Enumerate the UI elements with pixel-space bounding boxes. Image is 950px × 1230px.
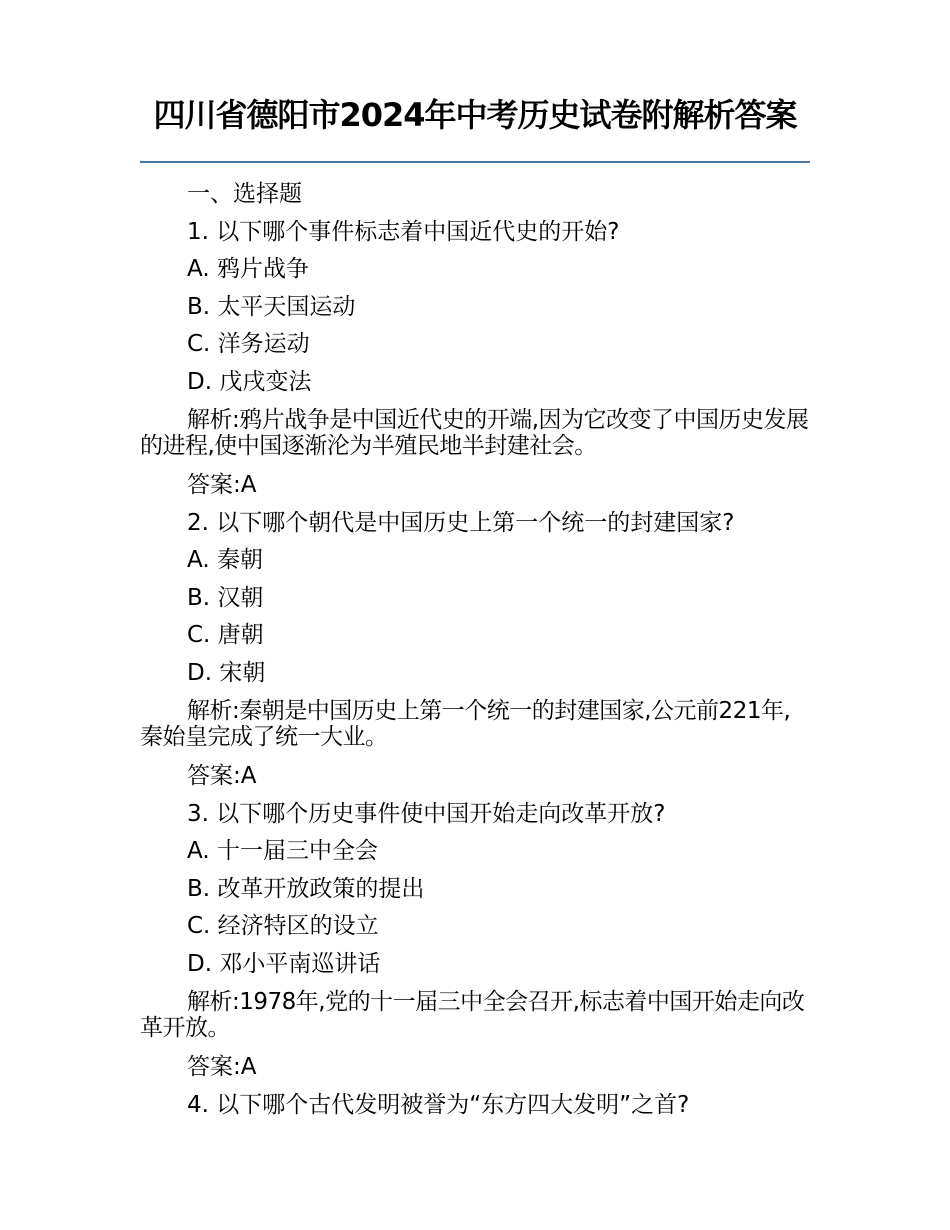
- section-heading: 一、选择题: [187, 181, 302, 207]
- q3-option-a: A. 十一届三中全会: [187, 838, 378, 864]
- q1-option-c: C. 洋务运动: [187, 331, 310, 357]
- q1-analysis: 解析:鸦片战争是中国近代史的开端,因为它改变了中国历史发展的进程,使中国逐渐沦为半殖民地半封建社会。: [140, 407, 809, 459]
- question-4: 4. 以下哪个古代发明被誉为“东方四大发明”之首?: [187, 1091, 690, 1118]
- q3-option-d: D. 邓小平南巡讲话: [187, 950, 381, 977]
- question-1: 1. 以下哪个事件标志着中国近代史的开始?: [187, 218, 620, 245]
- title-divider: [140, 161, 810, 163]
- q2-option-b: B. 汉朝: [187, 584, 264, 611]
- q3-answer: 答案:A: [187, 1054, 257, 1080]
- question-2: 2. 以下哪个朝代是中国历史上第一个统一的封建国家?: [187, 509, 735, 536]
- q2-option-c: C. 唐朝: [187, 622, 264, 648]
- document-title: 四川省德阳市2024年中考历史试卷附解析答案: [153, 96, 797, 134]
- q3-option-c: C. 经济特区的设立: [187, 913, 379, 939]
- document-body: [140, 176, 820, 1124]
- q2-option-d: D. 宋朝: [187, 659, 266, 686]
- question-3: 3. 以下哪个历史事件使中国开始走向改革开放?: [187, 800, 666, 827]
- q2-answer: 答案:A: [187, 763, 257, 789]
- q1-option-d: D. 戊戌变法: [187, 368, 312, 395]
- q1-option-b: B. 太平天国运动: [187, 293, 356, 320]
- q2-option-a: A. 秦朝: [187, 547, 263, 573]
- q3-option-b: B. 改革开放政策的提出: [187, 875, 425, 902]
- q1-option-a: A. 鸦片战争: [187, 256, 309, 282]
- q1-answer: 答案:A: [187, 472, 257, 498]
- q3-analysis: 解析:1978年,党的十一届三中全会召开,标志着中国开始走向改革开放。: [140, 989, 805, 1041]
- q2-analysis: 解析:秦朝是中国历史上第一个统一的封建国家,公元前221年,秦始皇完成了统一大业。: [140, 698, 791, 750]
